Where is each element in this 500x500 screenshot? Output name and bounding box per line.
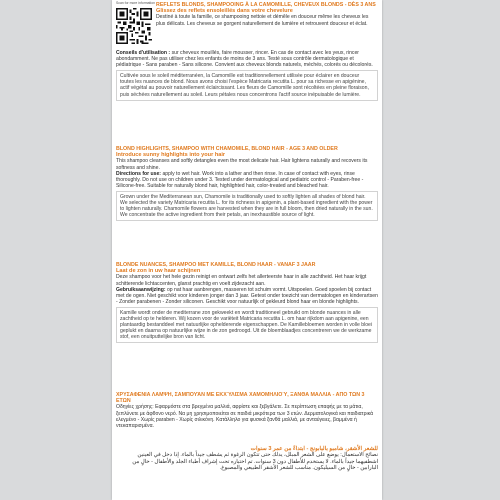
- dutch-subheading: Laat de zon in uw haar schijnen: [116, 268, 201, 275]
- english-subheading: Introduce sunny highlights into your hair: [116, 152, 226, 159]
- english-directions-label: Directions for use:: [116, 170, 162, 177]
- english-heading: BLOND HIGHLIGHTS, SHAMPOO WITH CHAMOMILE, BLOND HAIR - AGE 3 AND OLDER: [116, 146, 338, 152]
- greek-heading: ΧΡΥΣΑΦΕΝΙΑ ΛΑΜΨΗ, ΣΑΜΠΟΥΆΝ ΜΕ ΕΚΧΎΛΙΣΜΑ ΧΑΜΟΜΗΛΙΟΎ, ΞΑΝΘΑ ΜΑΛΛΙΑ - ΑΠΟ ΤΩΝ 3 ΕΤΩΝ: [116, 392, 365, 405]
- english-directions-text: apply to wet hair. Work into a lather and then rinse. In case of contact with eyes, rinse thoroughly. Do not use on children under 3. Tested under dermatological and pediatric control - Paraben-free - Silicone-free. Suitable for naturally blond hair, highlighted hair, color-treated and bleached hair.: [116, 170, 364, 189]
- french-advice-label: Conseils d'utilisation :: [116, 50, 171, 56]
- greek-section: [116, 392, 378, 429]
- french-section: [156, 2, 378, 27]
- french-info-box: Cultivée sous le soleil méditerranéen, la Camomille est traditionnellement utilisée pour éclairer en douceur toutes les nuances de blond. Nous avons choisi l'espèce Matricaria recutita L. pour sa richesse en apigénine, actif végétal au pouvoir naturellement éclaircissant. Les fleurs de Camomille sont récoltées en pleine floraison, puis séchées naturellement au soleil. Leurs pétales nous concentrons l'actif source inépuisable de lumière.: [116, 70, 378, 100]
- french-body: Destiné à toute la famille, ce shampooing nettoie et démêle en douceur même les cheveux les plus délicats. Les cheveux se gorgent naturellement de lumière et retrouvent douceur et éclat.: [156, 14, 369, 27]
- french-advice: [116, 50, 378, 103]
- dutch-heading: BLONDE NUANCES, SHAMPOO MET KAMILLE, BLOND HAAR - VANAF 3 JAAR: [116, 262, 316, 268]
- qr-caption: Scan for more information: [116, 1, 156, 5]
- arabic-body: نصائح الاستعمال: يوضع على الشعر المبلل، يدلك حتى تتكون الرغوة ثم يشطف جيداً بالماء. إذا دخل في العينين اشطفيهما جيداً بالماء. لا يستخدم للأطفال دون 3 سنوات. تم اختباره تحت إشراف أطباء الجلد والأطفال - خالٍ من البارابين - خالٍ من السيليكون. مناسب للشعر الأشقر الطبيعي والمصبوغ.: [132, 452, 378, 471]
- qr-code-icon[interactable]: [116, 8, 152, 44]
- greek-body: Οδηγίες χρήσης: Εφαρμόστε στα βρεγμένα μαλλιά, αφρίστε και ξεβγάλετε. Σε περίπτωση επαφής με τα μάτια, ξεπλύνετε με άφθονο νερό. Να μη χρησιμοποιείται σε παιδιά μικρότερα των 3 ετών. Δερματολογικά και παιδιατρικά ελεγμένο - Χωρίς paraben - Χωρίς σιλικόνη. Κατάλληλο για φυσικά ξανθά μαλλιά, με ανταύγειες, βαμμένα ή ντεκαπαρισμένα.: [116, 404, 374, 429]
- french-advice-text: sur cheveux mouillés, faire mousser, rincer. En cas de contact avec les yeux, rincer abondamment. Ne pas utiliser chez les enfants de moins de 3 ans. Testé sous contrôle dermatologique et pédiatrique - Sans paraben - Sans silicone. Convient aux cheveux blonds naturels, méchés, colorés ou décolorés.: [116, 50, 373, 69]
- product-label: [112, 0, 382, 500]
- french-heading: REFLETS BLONDS, SHAMPOOING À LA CAMOMILLE, CHEVEUX BLONDS - DÈS 3 ANS: [156, 2, 376, 8]
- french-subheading: Glissez des reflets ensoleillés dans votre chevelure: [156, 8, 293, 15]
- arabic-section: [116, 446, 378, 471]
- dutch-section: [116, 262, 378, 345]
- english-section: [116, 146, 378, 223]
- dutch-usage-label: Gebruiksaanwijzing:: [116, 286, 166, 293]
- english-body: This shampoo cleanses and softly detangles even the most delicate hair. Hair lightens naturally and recovers its softness and shine.: [116, 158, 368, 171]
- english-info-box: Grown under the Mediterranean sun, Chamomile is traditionally used to softly lighten all shades of blond hair. We selected the variety Matricaria recutita L. for its richness in apigenin, a plant-based ingredient with the power to lighten naturally. Chamomile flowers are harvested when they are in full bloom, then dried naturally in the sun. We concentrate the active ingredient from their petals, an inexhaustible source of light.: [116, 191, 378, 221]
- dutch-info-box: Kamille wordt onder de mediterrane zon gekweekt en wordt traditioneel gebruikt om blonde nuances in alle zachtheid op te helderen. Wij kozen voor de variëteit Matricaria recutita L. om haar rijkdom aan apigenine, een plantaardig bestanddeel met natuurlijke ophelderende eigenschappen. De Kamillebloemen worden in volle bloei geplukt en daarna op natuurlijke wijze in de zon gedroogd. Uit de bloemblaadjes concentreren we de werkzame stof, een onuitputtelijke bron van licht.: [116, 307, 378, 343]
- dutch-usage-text: op nat haar aanbrengen, masseren tot schuim vormt. Uitspoelen. Goed spoelen bij contact met de ogen. Niet geschikt voor kinderen jonger dan 3 jaar. Getest onder toezicht van dermatologen en kinderartsen - Zonder parabenen - Zonder siliconen. Geschikt voor natuurlijk of gekleurd blond haar en blonde highlights.: [116, 286, 378, 305]
- arabic-heading: للشعر الأشقر، شامبو بالبابونج - ابتداءً من عمر 3 سنوات: [250, 446, 378, 452]
- dutch-body: Deze shampoo voor het hele gezin reinigt en ontwart zelfs het allerteerste haar in alle zachtheid. Het haar krijgt schitterende lichtaccenten, glanst prachtig en voelt zijdezacht aan.: [116, 274, 367, 287]
